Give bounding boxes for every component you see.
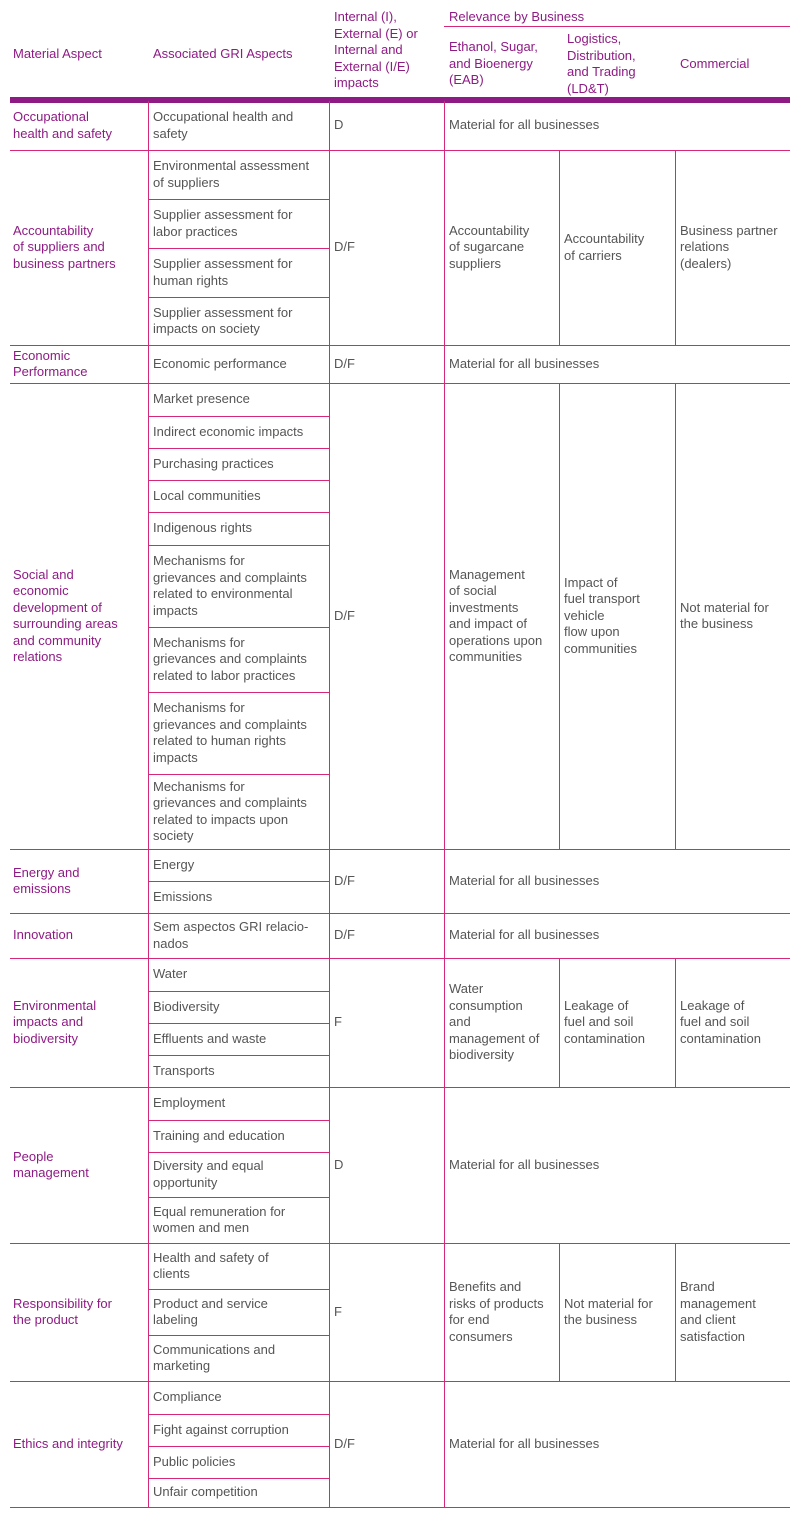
gri-aspect-item: Economic performance [153,355,287,371]
gri-aspect-item: related to impacts upon [153,811,289,827]
relevance-commercial: relations [680,239,730,255]
relevance-ldt: Not material for [564,1295,653,1311]
relevance-commercial: (dealers) [680,255,732,271]
gri-aspect-item: women and men [153,1220,250,1235]
relevance-commercial: Not material for [680,599,769,615]
relevance-by-business-heading: Relevance by Business [449,8,585,24]
column-divider [559,150,560,345]
gri-subrow-divider [148,627,329,628]
gri-aspect-item: society [153,828,194,843]
relevance-commercial: satisfaction [680,1328,746,1344]
relevance-ldt: the business [564,1312,637,1327]
impact-code: D/F [334,355,355,371]
material-aspect-label: Ethics and integrity [13,1435,123,1451]
relevance-all-businesses: Material for all businesses [449,927,600,943]
column-divider [148,383,149,849]
relevance-eab: and [449,1014,471,1030]
material-aspect-label: of suppliers and [13,239,105,255]
column-divider [148,1381,149,1507]
gri-aspect-item: Indigenous rights [153,520,253,536]
relevance-eab: for end [449,1312,490,1327]
impact-code: D [334,117,344,133]
gri-aspect-item: Effluents and waste [153,1030,267,1046]
relevance-eab: consumption [449,997,523,1013]
gri-aspect-item: Mechanisms for [153,700,245,715]
gri-aspect-item: Supplier assessment for [153,256,293,271]
gri-aspect-item: Diversity and equal [153,1158,264,1173]
column-divider [444,1381,445,1507]
column-divider [559,1243,560,1381]
gri-aspect-item: impacts [153,602,198,618]
gri-subrow-divider [148,1023,329,1024]
relevance-all-businesses: Material for all businesses [449,1156,600,1172]
column-divider [329,1087,330,1243]
header-eab: Ethanol, Sugar, [449,39,538,55]
gri-aspect-item: grievances and complaints [153,651,307,667]
gri-subrow-divider [148,199,329,200]
material-aspect-label: Responsibility for [13,1295,112,1311]
gri-aspect-item: Indirect economic impacts [153,423,304,439]
gri-subrow-divider [148,1446,329,1447]
gri-aspect-item: impacts on society [153,321,260,336]
column-divider [675,1243,676,1381]
relevance-ldt: flow upon [564,624,620,640]
material-aspect-label: development of [13,599,102,615]
gri-aspect-item: Energy [153,856,195,872]
relevance-all-businesses: Material for all businesses [449,355,600,371]
column-divider [675,150,676,345]
row-divider [10,1507,790,1508]
column-divider [675,383,676,849]
relevance-eab: operations upon [449,632,543,648]
column-divider [444,345,445,383]
gri-subrow-divider [148,991,329,992]
relevance-eab: of social [449,583,497,598]
relevance-eab: consumers [449,1328,513,1344]
gri-aspect-item: Equal remuneration for [153,1203,286,1219]
header-impacts: External (I/E) [334,58,410,74]
material-aspect-label: Environmental [13,997,97,1013]
relevance-all-businesses: Material for all businesses [449,1435,600,1451]
column-divider [444,849,445,913]
gri-subrow-divider [148,416,329,417]
gri-subrow-divider [148,1289,329,1290]
column-divider [444,383,445,849]
gri-aspect-item: related to human rights [153,733,286,748]
column-divider [329,913,330,958]
relevance-eab: Accountability [449,222,530,238]
relevance-eab: management of [449,1030,540,1046]
material-aspect-label: economic [13,583,69,598]
material-aspect-label: Accountability [13,222,94,238]
material-aspect-label: impacts and [13,1014,84,1030]
gri-aspect-item: Unfair competition [153,1484,258,1500]
relevance-ldt: Impact of [564,574,618,590]
gri-aspect-item: Occupational health and [153,109,294,124]
gri-subrow-divider [148,248,329,249]
gri-aspect-item: Training and education [153,1127,285,1143]
row-divider [10,345,790,346]
material-aspect-label: People [13,1148,54,1164]
gri-subrow-divider [148,448,329,449]
column-divider [559,383,560,849]
header-ldt: Distribution, [567,47,636,63]
relevance-commercial: Leakage of [680,997,745,1013]
gri-aspect-item: Sem aspectos GRI relacio- [153,919,309,934]
gri-subrow-divider [148,297,329,298]
relevance-ldt: fuel and soil [564,1014,634,1030]
gri-aspect-item: labor practices [153,223,238,239]
relevance-commercial: the business [680,616,753,631]
relevance-commercial: and client [680,1312,736,1327]
column-divider [444,1087,445,1243]
relevance-eab: Water [449,981,484,997]
gri-aspect-item: Product and service [153,1295,268,1311]
impact-code: D [334,1156,344,1172]
column-divider [559,958,560,1087]
header-ldt: Logistics, [567,31,622,46]
material-aspect-label: Energy and [13,864,80,880]
column-divider [675,958,676,1087]
gri-aspect-item: Fight against corruption [153,1421,289,1437]
relevance-ldt: vehicle [564,607,605,623]
material-aspect-label: the product [13,1312,79,1327]
relevance-ldt: Accountability [564,231,645,246]
material-aspect-label: relations [13,649,63,664]
gri-subrow-divider [148,774,329,775]
relevance-ldt: communities [564,640,637,656]
relevance-commercial: management [680,1295,756,1311]
header-associated-gri: Associated GRI Aspects [153,45,293,61]
gri-aspect-item: human rights [153,272,229,288]
column-divider [444,958,445,1087]
gri-aspect-item: Local communities [153,487,261,503]
material-aspect-label: Social and [13,566,74,582]
relevance-eab: suppliers [449,255,502,271]
column-divider [148,1243,149,1381]
material-aspect-label: management [13,1165,89,1180]
gri-aspect-item: grievances and complaints [153,716,307,732]
relevance-commercial: fuel and soil [680,1014,750,1030]
gri-aspect-item: clients [153,1266,190,1281]
header-eab: and Bioenergy [449,55,533,71]
gri-aspect-item: Biodiversity [153,998,220,1014]
gri-aspect-item: Mechanisms for [153,634,245,650]
header-commercial: Commercial [680,55,750,71]
gri-aspect-item: labeling [153,1312,198,1327]
impact-code: F [334,1014,342,1030]
relevance-eab: Management [449,566,525,582]
gri-aspect-item: Market presence [153,391,250,407]
gri-aspect-item: Employment [153,1095,226,1111]
material-aspect-label: Innovation [13,927,73,943]
gri-aspect-item: related to environmental [153,586,293,601]
gri-aspect-item: marketing [153,1358,211,1373]
relevance-eab: Benefits and [449,1279,522,1294]
impact-code: D/F [334,1435,355,1451]
relevance-eab: of sugarcane [449,239,525,255]
gri-subrow-divider [148,1120,329,1121]
column-divider [148,345,149,383]
material-aspect-label: health and safety [13,125,113,141]
relevance-eab: risks of products [449,1295,544,1311]
gri-aspect-item: related to labor practices [153,667,296,683]
gri-subrow-divider [148,881,329,882]
header-impacts: impacts [334,75,379,90]
row-divider [10,383,790,384]
gri-subrow-divider [148,1055,329,1056]
header-eab: (EAB) [449,72,484,88]
header-divider-bar [10,97,790,103]
relevance-eab: communities [449,649,522,664]
relevance-ldt: of carriers [564,247,622,263]
gri-aspect-item: Communications and [153,1341,276,1357]
material-aspect-label: Occupational [13,109,89,124]
relevance-all-businesses: Material for all businesses [449,872,600,888]
relevance-eab: biodiversity [449,1047,515,1063]
header-relevance-underline [444,26,790,27]
column-divider [444,1243,445,1381]
gri-aspect-item: Purchasing practices [153,455,274,471]
column-divider [148,101,149,150]
gri-aspect-item: Environmental assessment [153,158,310,173]
gri-aspect-item: Supplier assessment for [153,304,293,320]
header-ldt: and Trading [567,64,636,79]
relevance-ldt: fuel transport [564,591,640,607]
column-divider [148,913,149,958]
relevance-ldt: contamination [564,1030,645,1046]
gri-aspect-item: Supplier assessment for [153,207,293,222]
gri-subrow-divider [148,545,329,546]
material-aspect-label: biodiversity [13,1030,79,1046]
gri-subrow-divider [148,1414,329,1415]
relevance-eab: and impact of [449,616,528,631]
gri-aspect-item: grievances and complaints [153,569,307,585]
material-aspect-label: Economic [13,347,71,363]
column-divider [329,1381,330,1507]
impact-code: D/F [334,239,355,255]
material-aspect-label: and community [13,632,102,648]
material-aspect-label: surrounding areas [13,616,118,631]
gri-aspect-item: Water [153,966,188,982]
gri-aspect-item: of suppliers [153,174,220,190]
relevance-commercial: Brand [680,1279,715,1294]
impact-code: D/F [334,607,355,623]
row-divider [10,150,790,151]
column-divider [148,1087,149,1243]
row-divider [10,1243,790,1244]
gri-aspect-item: safety [153,125,188,141]
gri-subrow-divider [148,512,329,513]
gri-aspect-item: Health and safety of [153,1249,269,1265]
row-divider [10,1087,790,1088]
header-ldt: (LD&T) [567,80,609,96]
gri-subrow-divider [148,692,329,693]
material-aspect-label: business partners [13,255,116,271]
relevance-ldt: Leakage of [564,997,629,1013]
gri-subrow-divider [148,1478,329,1479]
gri-aspect-item: Public policies [153,1453,236,1469]
row-divider [10,913,790,914]
header-impacts: External (E) or [334,25,418,41]
column-divider [444,913,445,958]
column-divider [329,345,330,383]
header-material-aspect: Material Aspect [13,45,102,61]
gri-aspect-item: nados [153,935,189,951]
gri-aspect-item: Mechanisms for [153,778,245,794]
gri-aspect-item: impacts [153,749,198,765]
impact-code: F [334,1303,342,1319]
gri-aspect-item: Compliance [153,1389,222,1405]
column-divider [444,150,445,345]
relevance-all-businesses: Material for all businesses [449,117,600,133]
material-aspect-label: Performance [13,364,88,379]
relevance-eab: investments [449,599,519,615]
gri-aspect-item: Emissions [153,888,213,904]
gri-subrow-divider [148,1152,329,1153]
impact-code: D/F [334,872,355,888]
row-divider [10,958,790,959]
row-divider [10,1381,790,1382]
relevance-commercial: Business partner [680,222,778,238]
header-impacts: Internal (I), [334,9,397,24]
gri-aspect-item: Mechanisms for [153,553,245,568]
gri-subrow-divider [148,1335,329,1336]
row-divider [10,849,790,850]
gri-aspect-item: Transports [153,1062,215,1078]
material-aspect-label: emissions [13,881,71,896]
header-impacts: Internal and [334,42,403,57]
gri-aspect-item: grievances and complaints [153,795,307,810]
gri-subrow-divider [148,480,329,481]
gri-aspect-item: opportunity [153,1174,218,1190]
relevance-commercial: contamination [680,1030,761,1046]
column-divider [444,101,445,150]
column-divider [329,101,330,150]
impact-code: D/F [334,927,355,943]
column-divider [329,1243,330,1381]
column-divider [329,383,330,849]
gri-subrow-divider [148,1197,329,1198]
